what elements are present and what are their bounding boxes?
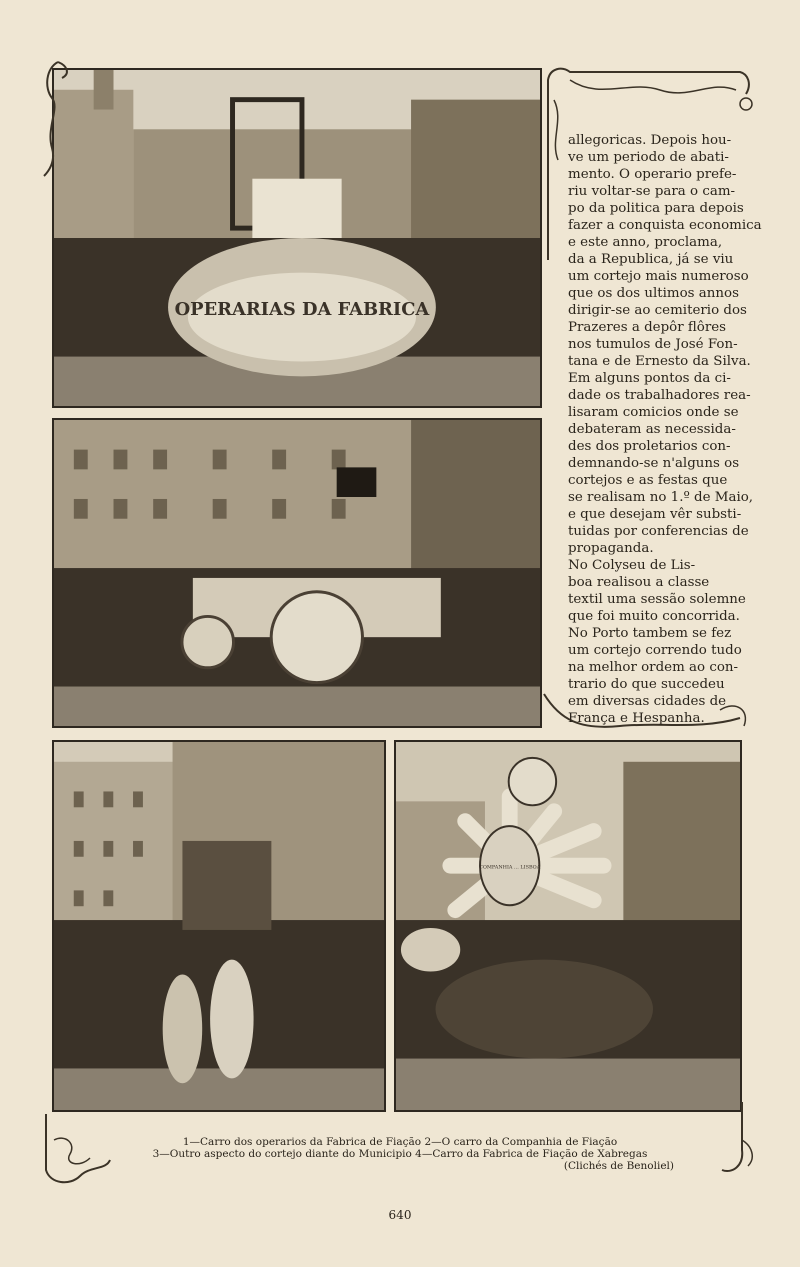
article-line: nos tumulos de José Fon-: [568, 337, 738, 352]
photo-2-image: [54, 420, 540, 726]
article-line: em diversas cidades de: [568, 694, 727, 709]
art-nouveau-ornament-top-left: [38, 58, 78, 178]
photo-1-image: [54, 70, 540, 406]
article-line: da a Republica, já se viu: [568, 252, 734, 267]
photo-4-image: [396, 742, 740, 1110]
article-line: demnando-se n'alguns os: [568, 456, 740, 471]
article-text-column: [568, 132, 760, 727]
article-line: um cortejo correndo tudo: [568, 643, 742, 658]
page-number: 640: [388, 1208, 412, 1222]
article-line: po da politica para depois: [568, 201, 744, 216]
article-line: riu voltar-se para o cam-: [568, 184, 736, 199]
article-line: No Colyseu de Lis-: [568, 558, 696, 573]
article-line: boa realisou a classe: [568, 575, 710, 590]
photo-xabregas-cart: [394, 740, 742, 1112]
article-line: e este anno, proclama,: [568, 235, 723, 250]
article-line: tuidas por conferencias de: [568, 524, 749, 539]
photo-caption: [120, 1136, 680, 1172]
article-line: dade os trabalhadores rea-: [568, 388, 751, 403]
photo-spinning-company-cart: [52, 418, 542, 728]
article-line: que foi muito concorrida.: [568, 609, 740, 624]
article-line: mento. O operario prefe-: [568, 167, 737, 182]
article-line: na melhor ordem ao con-: [568, 660, 739, 675]
article-line: des dos proletarios con-: [568, 439, 731, 454]
cart-badge-text: COMPANHIA ... LISBOA: [479, 864, 541, 871]
article-line: tana e de Ernesto da Silva.: [568, 354, 751, 369]
article-line: que os dos ultimos annos: [568, 286, 739, 301]
photo-procession-municipio: [52, 740, 386, 1112]
article-line: debateram as necessida-: [568, 422, 736, 437]
article-line: No Porto tambem se fez: [568, 626, 732, 641]
article-line: Em alguns pontos da ci-: [568, 371, 731, 386]
article-line: textil uma sessão solemne: [568, 592, 746, 607]
article-line: lisaram comicios onde se: [568, 405, 739, 420]
article-line: fazer a conquista economica: [568, 218, 762, 233]
article-line: allegoricas. Depois hou-: [568, 133, 732, 148]
article-line: se realisam no 1.º de Maio,: [568, 490, 754, 505]
float-banner-text: OPERARIAS DA FABRICA: [174, 299, 430, 321]
caption-line-2: 3—Outro aspecto do cortejo diante do Municipio 4—Carro da Fabrica de Fiação de Xabregas: [152, 1148, 648, 1160]
art-nouveau-ornament-bottom-left: [40, 1110, 120, 1190]
article-line: ve um periodo de abati-: [568, 150, 729, 165]
article-line: trario do que succedeu: [568, 677, 725, 692]
article-line: e que desejam vêr substi-: [568, 507, 742, 522]
photo-3-image: [54, 742, 384, 1110]
article-line: um cortejo mais numeroso: [568, 269, 749, 284]
article-line: França e Hespanha.: [568, 711, 705, 726]
caption-credit: (Clichés de Benoliel): [563, 1160, 674, 1172]
article-line: dirigir-se ao cemiterio dos: [568, 303, 747, 318]
article-line: Prazeres a depôr flôres: [568, 320, 727, 335]
art-nouveau-ornament-bottom-right: [712, 1100, 762, 1180]
caption-line-1: 1—Carro dos operarios da Fabrica de Fiação 2—O carro da Companhia de Fiação: [182, 1136, 618, 1148]
photo-textile-workers-float: [52, 68, 542, 408]
article-line: propaganda.: [568, 541, 654, 556]
article-line: cortejos e as festas que: [568, 473, 728, 488]
